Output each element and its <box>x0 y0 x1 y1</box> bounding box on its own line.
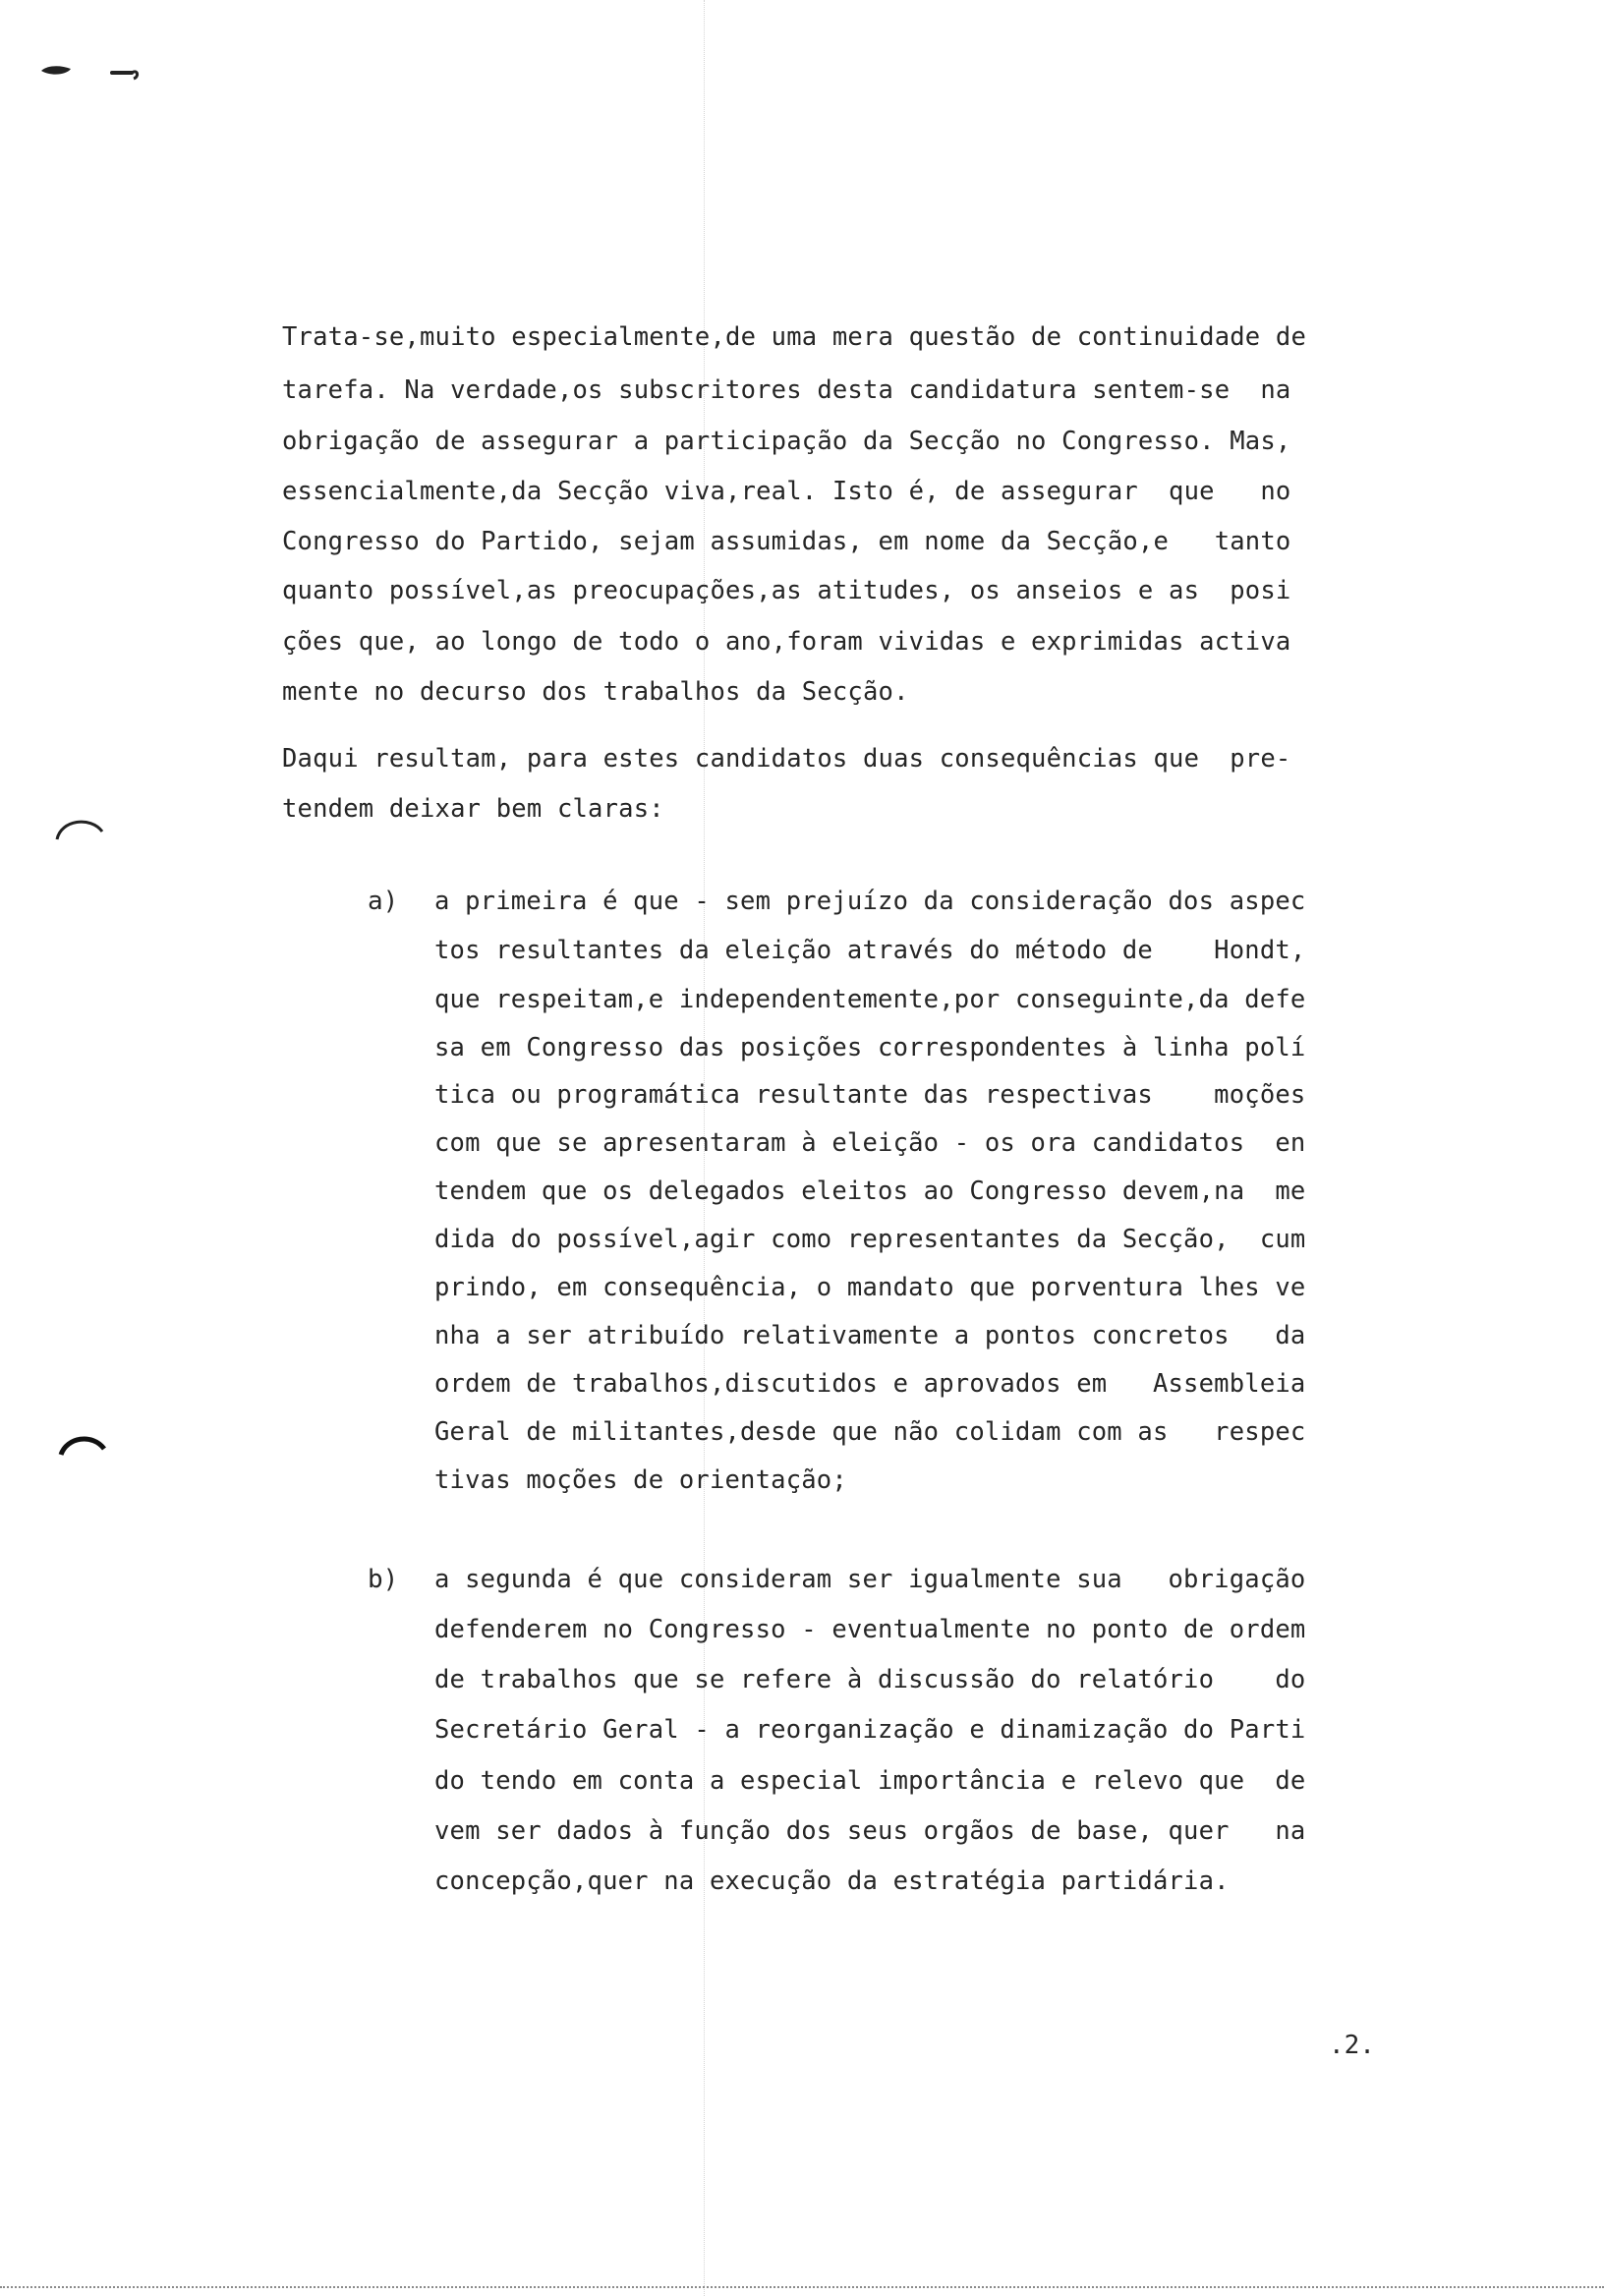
paragraph-1-line: mente no decurso dos trabalhos da Secção. <box>282 677 909 707</box>
paragraph-1-line: obrigação de assegurar a participação da Secção no Congresso. Mas, <box>282 427 1291 456</box>
punch-hole-icon <box>55 1423 114 1482</box>
list-item-b-line: Secretário Geral - a reorganização e dinamização do Parti <box>434 1715 1306 1745</box>
list-item-b-line: do tendo em conta a especial importância e relevo que de <box>434 1766 1306 1796</box>
page-bottom-edge <box>0 2286 1604 2290</box>
list-item-b-line: vem ser dados à função dos seus orgãos de base, quer na <box>434 1816 1306 1846</box>
list-item-a-line: tos resultantes da eleição através do método de Hondt, <box>434 936 1306 965</box>
list-item-a-line: que respeitam,e independentemente,por conseguinte,da defe <box>434 985 1306 1014</box>
paragraph-2-line: tendem deixar bem claras: <box>282 794 664 824</box>
list-item-a-line: ordem de trabalhos,discutidos e aprovados em Assembleia <box>434 1369 1306 1399</box>
paragraph-1-line: quanto possível,as preocupações,as atitudes, os anseios e as posi <box>282 576 1291 605</box>
list-item-b-line: defenderem no Congresso - eventualmente no ponto de ordem <box>434 1615 1306 1644</box>
paragraph-2-line: Daqui resultam, para estes candidatos duas consequências que pre- <box>282 744 1291 774</box>
handwritten-mark-icon <box>37 57 155 86</box>
list-item-b-line: de trabalhos que se refere à discussão do relatório do <box>434 1665 1306 1694</box>
list-item-a-line: com que se apresentaram à eleição - os ora candidatos en <box>434 1128 1306 1158</box>
page-number: .2. <box>1329 2031 1375 2060</box>
list-marker-a: a) <box>368 887 399 916</box>
paragraph-1-line: Trata-se,muito especialmente,de uma mera questão de continuidade de <box>282 322 1307 352</box>
paragraph-1-line: tarefa. Na verdade,os subscritores desta candidatura sentem-se na <box>282 375 1291 405</box>
paragraph-1-line: ções que, ao longo de todo o ano,foram vividas e exprimidas activa <box>282 627 1291 657</box>
list-item-a-line: sa em Congresso das posições correspondentes à linha polí <box>434 1033 1306 1062</box>
list-item-a-line: a primeira é que - sem prejuízo da consideração dos aspec <box>434 887 1306 916</box>
list-item-a-line: tivas moções de orientação; <box>434 1465 847 1495</box>
paragraph-1-line: essencialmente,da Secção viva,real. Isto é, de assegurar que no <box>282 477 1291 506</box>
list-item-b-line: concepção,quer na execução da estratégia partidária. <box>434 1866 1230 1896</box>
punch-hole-icon <box>51 806 110 865</box>
list-item-a-line: dida do possível,agir como representantes da Secção, cum <box>434 1225 1306 1254</box>
paragraph-1-line: Congresso do Partido, sejam assumidas, em nome da Secção,e tanto <box>282 527 1291 556</box>
list-item-a-line: Geral de militantes,desde que não colidam com as respec <box>434 1417 1306 1447</box>
list-item-a-line: prindo, em consequência, o mandato que porventura lhes ve <box>434 1273 1306 1302</box>
list-marker-b: b) <box>368 1565 399 1594</box>
list-item-b-line: a segunda é que consideram ser igualmente sua obrigação <box>434 1565 1306 1594</box>
list-item-a-line: nha a ser atribuído relativamente a pontos concretos da <box>434 1321 1306 1350</box>
list-item-a-line: tica ou programática resultante das respectivas moções <box>434 1080 1306 1110</box>
list-item-a-line: tendem que os delegados eleitos ao Congresso devem,na me <box>434 1177 1306 1206</box>
